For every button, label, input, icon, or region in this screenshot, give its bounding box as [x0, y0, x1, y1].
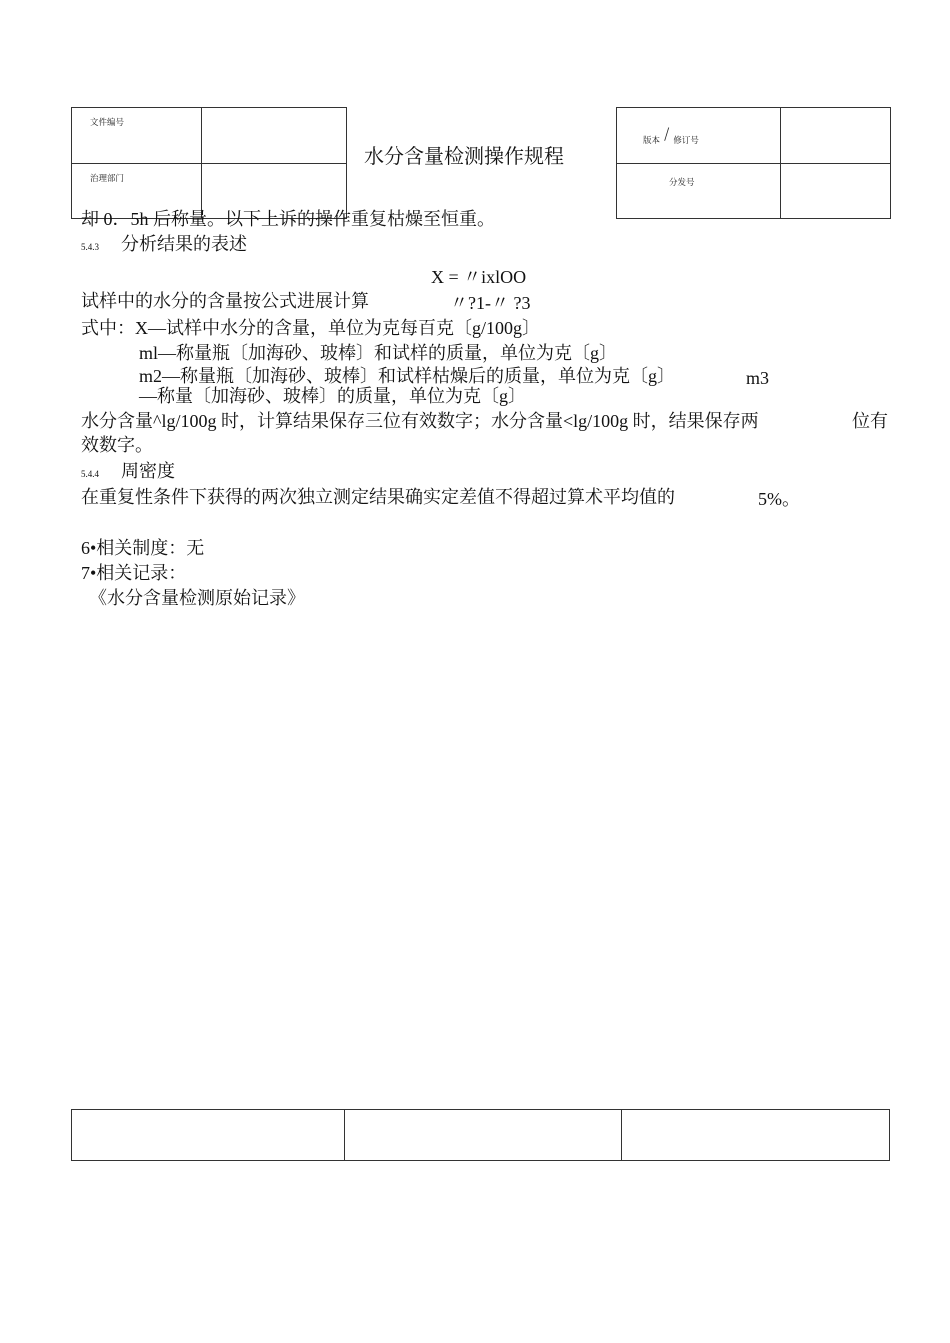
- document-title: 水分含量检测操作规程: [364, 144, 564, 168]
- distribution-label: 分发号: [669, 178, 695, 188]
- footer-table: [71, 1109, 890, 1161]
- distribution-value-cell: [781, 164, 891, 219]
- section-5-4-3-number: 5.4.3: [81, 242, 99, 252]
- significant-figures-rule-end: 位有: [852, 411, 888, 431]
- related-policy: 6•相关制度：无: [81, 538, 205, 558]
- distribution-label-cell: [617, 164, 781, 219]
- version-label: [617, 108, 780, 147]
- doc-number-label: 文件编号: [90, 118, 125, 128]
- definition-m3-symbol: m3: [746, 368, 770, 388]
- precision-value: 5%。: [758, 489, 800, 509]
- cooling-instruction: 却 0．5h 后称量。以下上诉的操作重复枯燥至恒重。: [81, 209, 495, 229]
- definition-m2: m2—称量瓶〔加海砂、玻棒〕和试样枯燥后的质量，单位为克〔g〕: [139, 366, 675, 386]
- formula-bottom: 〃?1-〃 ?3: [450, 293, 531, 313]
- definition-m3: —称量〔加海砂、玻棒〕的质量，单位为克〔g〕: [139, 386, 526, 406]
- version-value-cell: [781, 108, 891, 164]
- calculation-text: 试样中的水分的含量按公式进展计算: [81, 291, 369, 311]
- related-record-item: 《水分含量检测原始记录》: [89, 588, 305, 608]
- header-left-table: [71, 107, 347, 219]
- section-5-4-4-heading: [81, 460, 175, 485]
- formula-top: X = 〃ixlOO: [431, 267, 527, 287]
- footer-cell-2: [345, 1110, 622, 1161]
- precision-text: 在重复性条件下获得的两次独立测定结果确实定差值不得超过算术平均值的: [81, 487, 675, 507]
- significant-figures-rule: 水分含量^lg/100g 时，计算结果保存三位有效数字；水分含量<lg/100g 时，结果保存两: [81, 411, 759, 431]
- section-5-4-3-title: 分析结果的表述: [121, 234, 247, 254]
- footer-cell-1: [72, 1110, 345, 1161]
- section-5-4-3-heading: [81, 233, 247, 258]
- definition-m1: ml—称量瓶〔加海砂、玻棒〕和试样的质量，单位为克〔g〕: [139, 343, 617, 363]
- doc-number-label-cell: [72, 108, 202, 164]
- footer-cell-3: [622, 1110, 890, 1161]
- department-label: 治理部门: [90, 174, 125, 184]
- header-right-table: [616, 107, 891, 219]
- doc-number-value-cell: [202, 108, 347, 164]
- section-5-4-4-title: 周密度: [121, 461, 175, 481]
- related-records-heading: 7•相关记录：: [81, 563, 187, 583]
- section-5-4-4-number: 5.4.4: [81, 469, 99, 479]
- definition-x: 式中：X—试样中水分的含量，单位为克每百克〔g/100g〕: [81, 318, 540, 338]
- significant-figures-rule-cont: 效数字。: [81, 435, 153, 455]
- version-label-text: 版本: [643, 136, 661, 146]
- revision-label-text: 修订号: [673, 136, 699, 146]
- version-slash: /: [664, 124, 670, 143]
- version-label-cell: [617, 108, 781, 164]
